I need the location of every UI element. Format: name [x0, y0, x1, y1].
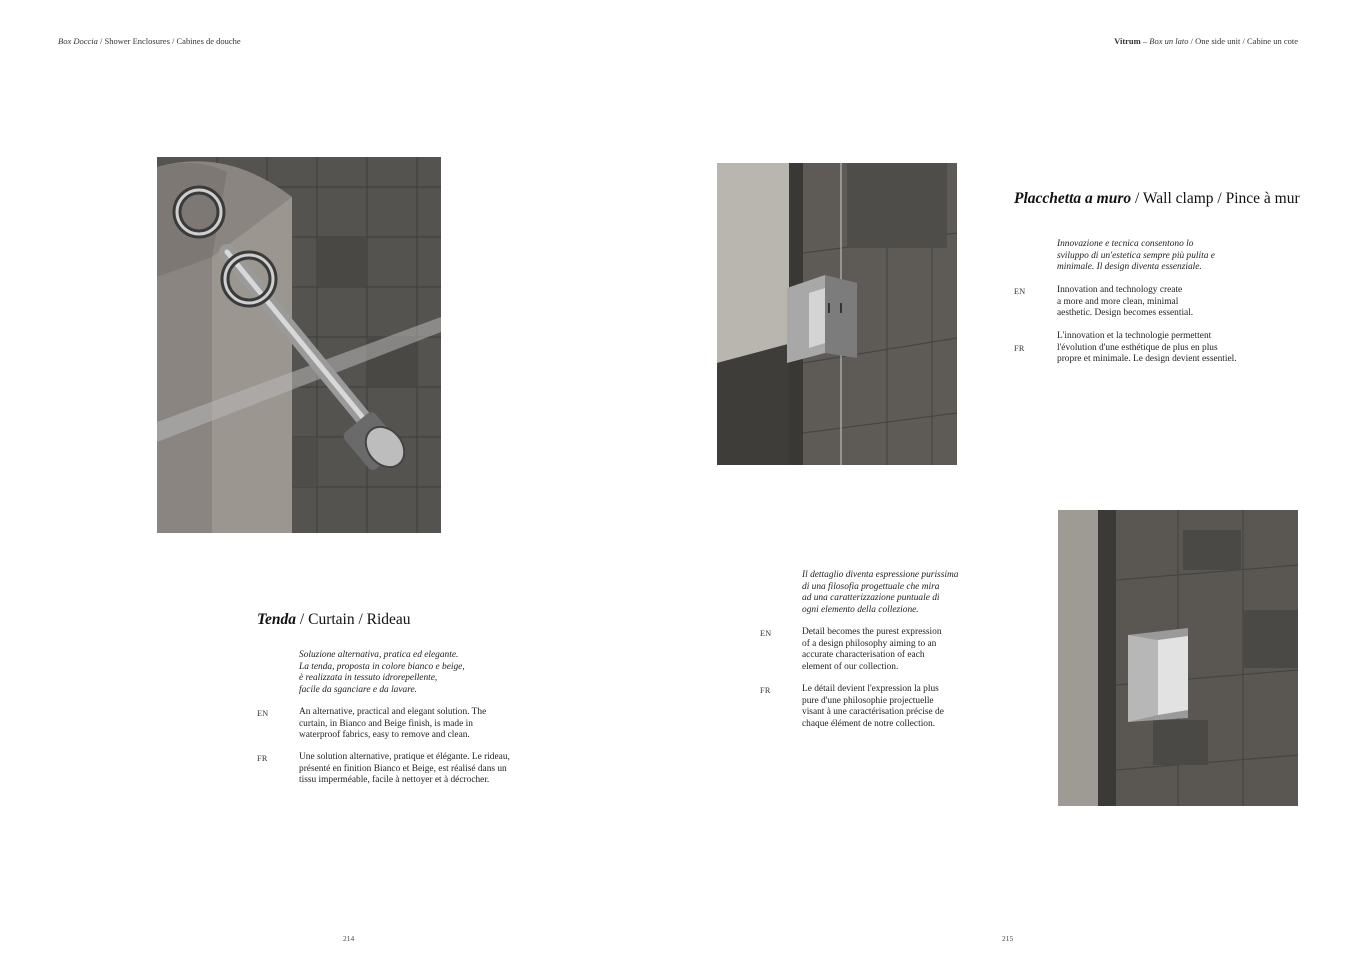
clamp-italian-text — [1057, 239, 1215, 274]
curtain-en-line: waterproof fabrics, easy to remove and clean. — [299, 730, 470, 740]
header-model-rest: / One side unit / Cabine un cote — [1188, 36, 1298, 46]
clamp-en-line: a more and more clean, minimal — [1057, 296, 1179, 307]
clamp-fr-line: L'innovation et la technologie permettent — [1057, 331, 1212, 341]
clamp-title-rest: / Wall clamp / Pince à mur — [1131, 190, 1300, 207]
clamp-en-label: EN — [1014, 287, 1026, 296]
curtain-it-line: è realizzata in tessuto idrorepellente, — [299, 673, 438, 683]
clamp-title-it: Placchetta a muro — [1014, 190, 1132, 207]
curtain-fr-line: tissu imperméable, facile à nettoyer et à décrocher. — [299, 775, 490, 785]
curtain-italian-text — [299, 650, 465, 696]
curtain-title — [257, 611, 411, 629]
detail-it-line: ad una caratterizzazione puntuale di — [802, 593, 940, 603]
header-brand: Vitrum — [1114, 36, 1141, 46]
curtain-en-line: curtain, in Bianco and Beige finish, is made in — [299, 718, 473, 729]
clamp-it-line: Innovazione e tecnica consentono lo — [1057, 239, 1194, 249]
curtain-it-line: La tenda, proposta in colore bianco e beige, — [299, 661, 465, 672]
clamp-title — [1014, 190, 1300, 208]
detail-fr-label: FR — [760, 686, 771, 695]
detail-it-line: di una filosofia progettuale che mira — [802, 581, 940, 592]
detail-it-line: Il dettaglio diventa espressione purissima — [802, 570, 959, 580]
clamp-en-line: aesthetic. Design becomes essential. — [1057, 308, 1194, 318]
detail-fr-line: Le détail devient l'expression la plus — [802, 684, 939, 694]
detail-fr-line: pure d'une philosophie projectuelle — [802, 695, 934, 706]
curtain-en-label: EN — [257, 709, 269, 718]
curtain-fr-label: FR — [257, 754, 268, 763]
detail-en-line: accurate characterisation of each — [802, 650, 925, 660]
header-sep: – — [1140, 36, 1150, 46]
curtain-fr-line: Une solution alternative, pratique et élégante. Le rideau, — [299, 752, 510, 762]
curtain-french-text — [299, 752, 510, 787]
header-right — [1114, 36, 1298, 46]
detail-french-text — [802, 684, 944, 730]
detail-en-label: EN — [760, 629, 772, 638]
clamp-fr-line: l'évolution d'une esthétique de plus en plus — [1057, 342, 1218, 353]
curtain-it-line: Soluzione alternativa, pratica ed elegante. — [299, 650, 459, 660]
detail-it-line: ogni elemento della collezione. — [802, 604, 919, 615]
curtain-title-it: Tenda — [257, 611, 297, 628]
curtain-fr-line: présenté en finition Bianco et Beige, est réalisé dans un — [299, 763, 507, 774]
curtain-title-rest: / Curtain / Rideau — [296, 611, 411, 628]
detail-fr-line: chaque élément de notre collection. — [802, 718, 936, 729]
detail-italian-text — [802, 570, 958, 616]
page-number-right: 215 — [1002, 934, 1014, 943]
wall-clamp-photo — [717, 163, 957, 465]
clamp-fr-label: FR — [1014, 344, 1025, 353]
header-model: Box un lato — [1149, 36, 1189, 46]
clamp-english-text — [1057, 285, 1193, 320]
clamp-detail-photo — [1058, 510, 1298, 806]
header-left — [58, 36, 241, 46]
detail-fr-line: visant à une caractérisation précise de — [802, 707, 944, 717]
clamp-en-line: Innovation and technology create — [1057, 285, 1183, 295]
curtain-it-line: facile da sganciare e da lavare. — [299, 684, 418, 695]
detail-en-line: of a design philosophy aiming to an — [802, 638, 937, 649]
header-series: Box Doccia — [58, 36, 98, 46]
detail-en-line: element of our collection. — [802, 661, 899, 672]
curtain-rod-photo — [157, 157, 441, 533]
clamp-it-line: sviluppo di un'estetica sempre più pulita e — [1057, 250, 1215, 261]
curtain-en-line: An alternative, practical and elegant solution. The — [299, 707, 487, 717]
page-number-left: 214 — [343, 934, 355, 943]
clamp-french-text — [1057, 331, 1237, 366]
clamp-fr-line: propre et minimale. Le design devient essentiel. — [1057, 354, 1237, 364]
curtain-english-text — [299, 707, 486, 742]
detail-en-line: Detail becomes the purest expression — [802, 627, 942, 637]
detail-english-text — [802, 627, 942, 673]
header-section: / Shower Enclosures / Cabines de douche — [97, 36, 241, 46]
clamp-it-line: minimale. Il design diventa essenziale. — [1057, 262, 1202, 272]
